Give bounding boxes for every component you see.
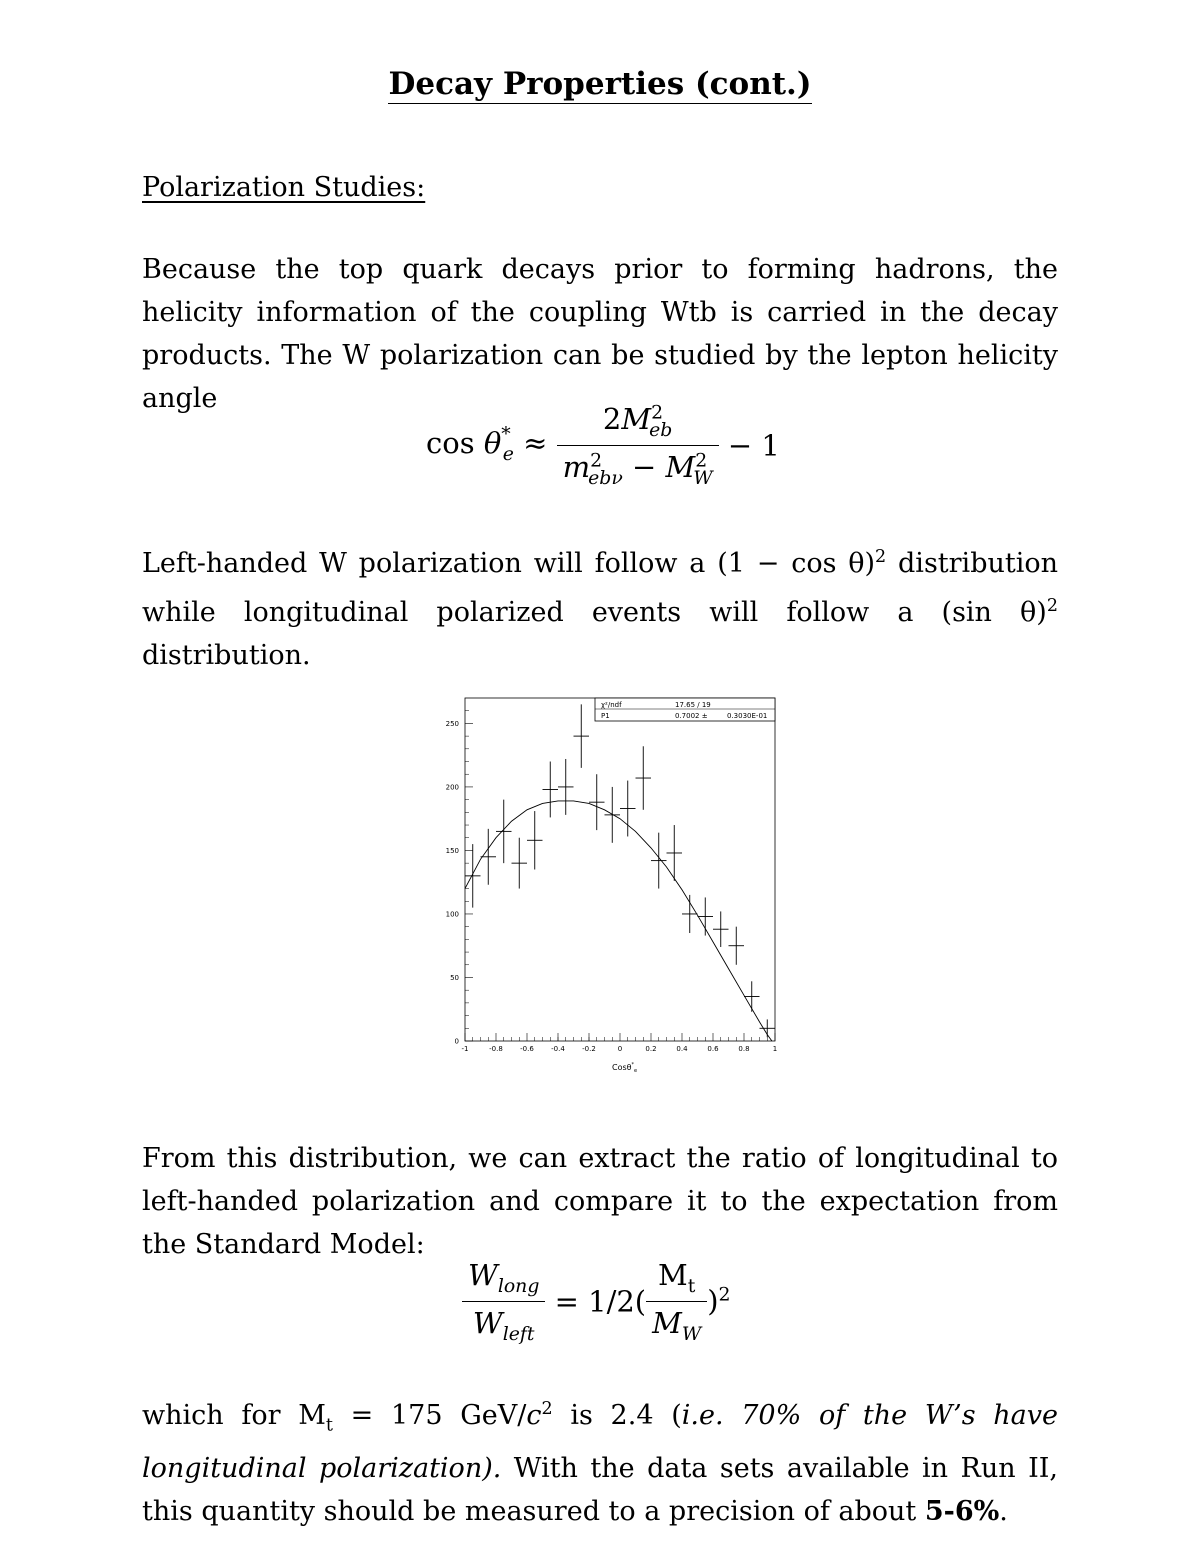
data-point: [465, 844, 481, 908]
section-heading: Polarization Studies:: [142, 172, 426, 203]
equation-helicity-angle: $\cos \theta^*_e$ ≈ $\frac{2M^2_{eb}}{m^2_{eb\nu} - M^2_W}$ − 1: [426, 402, 780, 489]
stats-row1-value: 17.65 / 19: [675, 701, 711, 709]
fit-curve: [465, 801, 772, 1041]
data-point: [667, 825, 683, 881]
x-tick-label: -0.6: [520, 1045, 534, 1053]
x-tick-label: 1: [772, 1045, 778, 1053]
x-tick-label: 0.8: [738, 1045, 750, 1053]
data-point: [744, 981, 760, 1011]
data-point: [589, 774, 605, 830]
stats-row2-value: 0.7002 ±: [675, 712, 708, 720]
x-tick-label: -0.4: [551, 1045, 565, 1053]
y-tick-label: 150: [445, 846, 459, 855]
x-tick-label: -0.2: [582, 1045, 596, 1053]
x-tick-label: 0.6: [707, 1045, 719, 1053]
y-tick-label: 200: [445, 783, 459, 792]
stats-row1-label: χ²/ndf: [601, 701, 622, 709]
data-point: [620, 781, 636, 837]
x-tick-label: -0.8: [489, 1045, 503, 1053]
data-point: [713, 911, 729, 947]
data-point: [574, 704, 590, 768]
data-point: [558, 759, 574, 815]
paragraph-extract-ratio: From this distribution, we can extract the ratio of longitudinal to left-handed polarization and compare it to the expectation from the Standard Model:: [142, 1143, 1058, 1260]
x-tick-label: -1: [461, 1045, 469, 1053]
data-point: [636, 746, 652, 810]
data-point: [543, 762, 559, 818]
page-title: Decay Properties (cont.): [388, 66, 812, 102]
x-axis-label: Cosθ*$_e$: [612, 1062, 638, 1074]
y-tick-label: 50: [450, 973, 459, 982]
stats-row2-label: P1: [601, 712, 610, 720]
fit-stats-box: [595, 698, 775, 721]
plot-frame: [465, 698, 775, 1041]
data-point: [496, 800, 512, 864]
stats-row2-error: 0.3030E-01: [727, 712, 768, 720]
paragraph-polarization: Left-handed W polarization will follow a $(1 - \cos \theta)^2$ distribution while longitudinal polarized events will follow a (sin θ)$^2$ distribution.: [142, 547, 1058, 671]
data-point: [698, 897, 714, 935]
x-tick-label: 0: [617, 1045, 623, 1053]
y-tick-label: 0: [454, 1037, 459, 1046]
x-tick-label: 0.2: [645, 1045, 657, 1053]
data-point: [729, 927, 745, 965]
helicity-angle-histogram: [430, 690, 790, 1080]
data-point: [651, 833, 667, 889]
x-tick-label: 0.4: [676, 1045, 688, 1053]
paragraph-intro: Because the top quark decays prior to forming hadrons, the helicity information of the coupling Wtb is carried in the decay products. The W polarization can be studied by the lepton helicity angle: [142, 254, 1058, 414]
paragraph-conclusion: which for $M_t = 175$ GeV/$c^2$ is 2.4 (i.e. 70% of the W’s have longitudinal polarization). With the data sets available in Run II, this quantity should be measured to a precision of about 5-6%.: [142, 1399, 1058, 1528]
data-point: [527, 811, 543, 869]
equation-ratio: $\frac{W_{long}}{W_{left}}$ = 1/2( $\frac{M_t}{M_W}$ )$^2$: [462, 1258, 731, 1345]
data-point: [481, 829, 497, 885]
data-point: [605, 787, 621, 843]
y-tick-label: 100: [445, 910, 459, 919]
y-tick-label: 250: [445, 719, 459, 728]
data-point: [760, 1019, 776, 1037]
data-point: [682, 895, 698, 933]
data-point: [512, 838, 528, 889]
